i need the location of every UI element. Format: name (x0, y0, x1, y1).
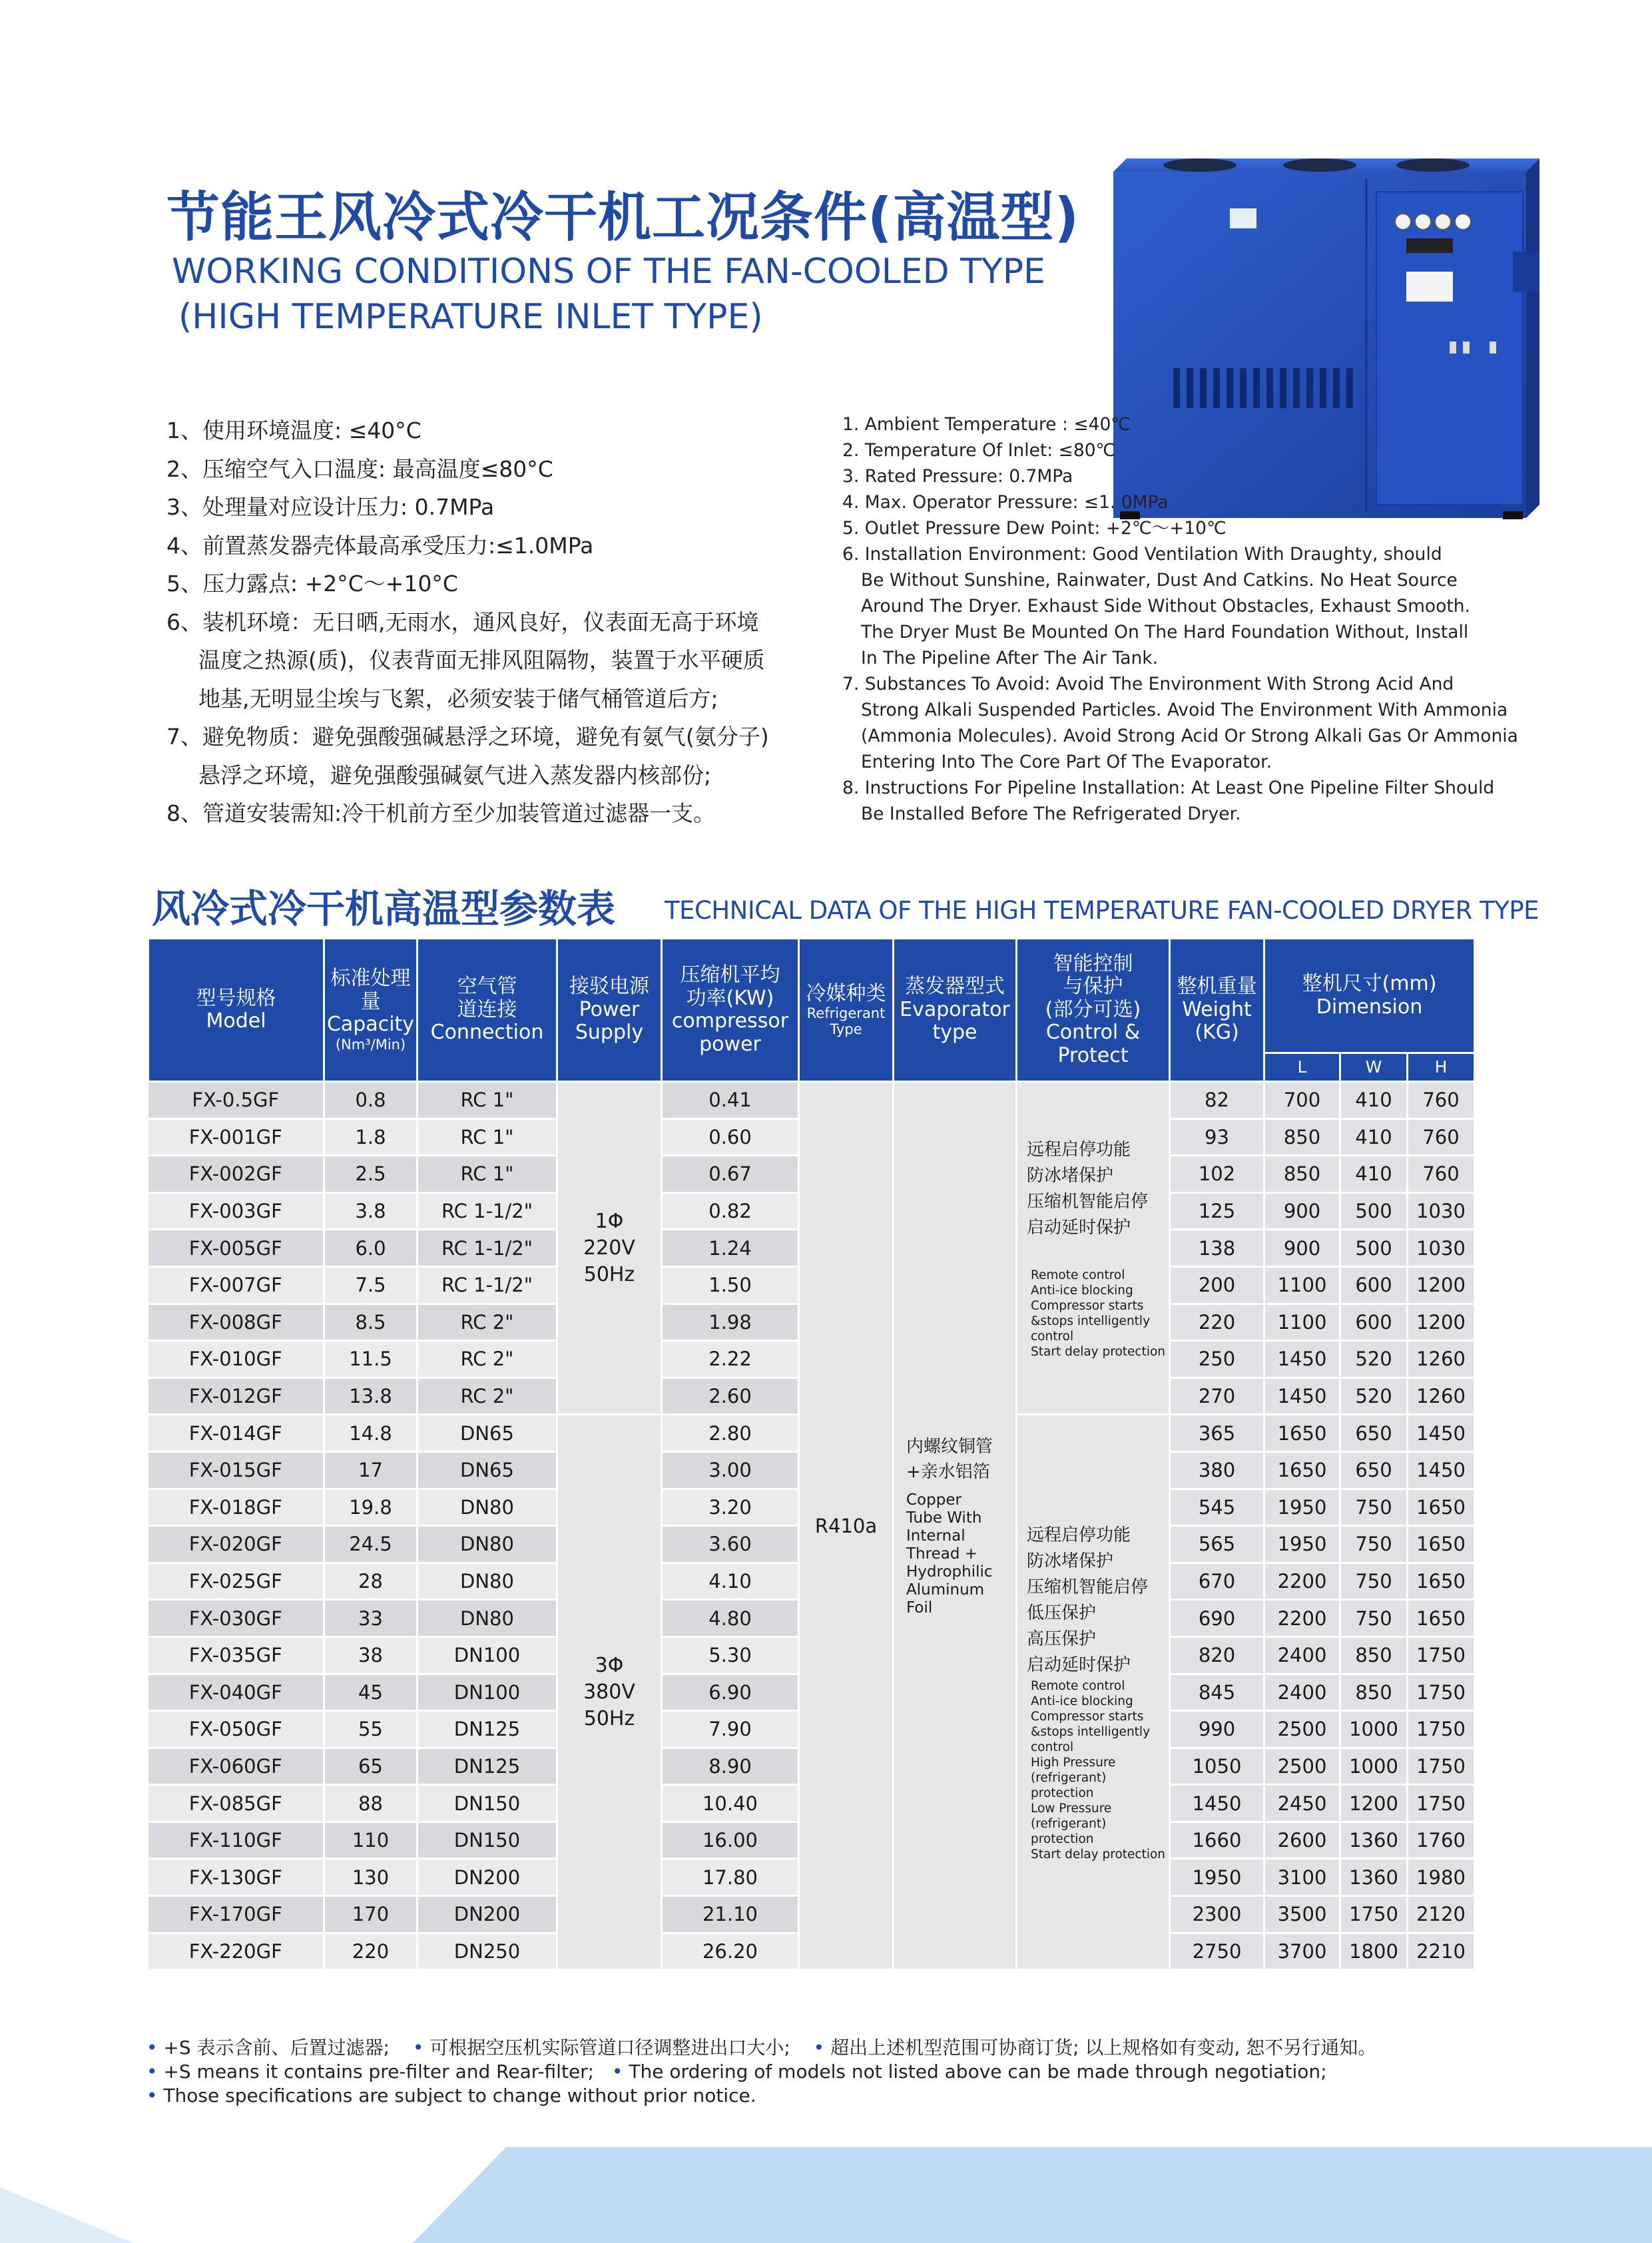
cell-capacity: 17 (324, 1451, 417, 1489)
cell-dim-l: 3700 (1264, 1933, 1340, 1970)
control-b-cn-line: 低压保护 (1027, 1603, 1097, 1623)
cell-weight: 690 (1170, 1600, 1264, 1637)
cell-dim-h: 1750 (1408, 1711, 1475, 1748)
footnote-cn-a: +S 表示含前、后置过滤器; (163, 2037, 390, 2059)
cell-compressor-power: 8.90 (662, 1748, 799, 1785)
condition-en-6d: The Dryer Must Be Mounted On The Hard Foundation Without, Install (861, 622, 1469, 642)
cell-capacity: 65 (324, 1748, 417, 1785)
cell-dim-h: 1030 (1408, 1230, 1475, 1267)
cell-compressor-power: 1.98 (662, 1304, 799, 1341)
footnote-en-a: +S means it contains pre-filter and Rear-filter; (163, 2061, 595, 2083)
section-title-en: TECHNICAL DATA OF THE HIGH TEMPERATURE FAN-COOLED DRYER TYPE (665, 896, 1539, 925)
cell-weight: 820 (1170, 1636, 1264, 1674)
cell-compressor-power: 0.41 (662, 1082, 799, 1119)
condition-en-7b: Strong Alkali Suspended Particles. Avoid The Environment With Ammonia (861, 700, 1508, 720)
cell-model: FX-060GF (148, 1748, 324, 1785)
cell-model: FX-001GF (148, 1119, 324, 1156)
cell-dim-w: 1000 (1340, 1748, 1408, 1785)
cell-dim-w: 1750 (1340, 1896, 1408, 1933)
cell-connection: RC 1-1/2" (417, 1230, 557, 1267)
cell-compressor-power: 3.60 (662, 1526, 799, 1563)
condition-en-8b: Be Installed Before The Refrigerated Dryer. (861, 804, 1241, 824)
cell-dim-h: 1650 (1408, 1600, 1475, 1637)
cell-weight: 220 (1170, 1304, 1264, 1341)
cell-model: FX-003GF (148, 1192, 324, 1230)
cell-dim-w: 1360 (1340, 1822, 1408, 1859)
cell-compressor-power: 1.50 (662, 1266, 799, 1304)
evaporator-en-line: Hydrophilic (906, 1563, 993, 1581)
cell-dim-h: 2210 (1408, 1933, 1475, 1970)
condition-cn-3: 3、处理量对应设计压力: 0.7MPa (166, 494, 495, 520)
cell-compressor-power: 16.00 (662, 1822, 799, 1859)
cell-model: FX-040GF (148, 1674, 324, 1711)
cell-connection: RC 2" (417, 1304, 557, 1341)
cell-model: FX-025GF (148, 1563, 324, 1600)
cell-dim-l: 2600 (1264, 1822, 1340, 1859)
condition-cn-8: 8、管道安装需知:冷干机前方至少加装管道过滤器一支。 (166, 800, 716, 826)
cell-dim-h: 1980 (1408, 1859, 1475, 1896)
cell-dim-l: 2500 (1264, 1748, 1340, 1785)
col-header-dimension: 整机尺寸(mm) Dimension (1264, 939, 1475, 1053)
cell-compressor-power: 6.90 (662, 1674, 799, 1711)
cell-dim-l: 1650 (1264, 1451, 1340, 1489)
control-b-en-line: Remote control (1031, 1678, 1125, 1693)
cell-dim-l: 900 (1264, 1192, 1340, 1230)
cell-connection: DN150 (417, 1822, 557, 1859)
cell-model: FX-130GF (148, 1859, 324, 1896)
cell-dim-l: 700 (1264, 1082, 1340, 1119)
condition-en-6: 6. Installation Environment: Good Ventilation With Draughty, should (842, 544, 1442, 565)
condition-cn-4: 4、前置蒸发器壳体最高承受压力:≤1.0MPa (166, 532, 594, 559)
cell-connection: RC 1" (417, 1082, 557, 1119)
footnote-cn-row: • +S 表示含前、后置过滤器; • 可根据空压机实际管道口径调整进出口大小; • 超出上述机型范围可协商订货; 以上规格如有变动, 恕不另行通知。 (146, 2037, 1377, 2059)
cell-dim-w: 750 (1340, 1563, 1408, 1600)
cell-dim-h: 1200 (1408, 1304, 1475, 1341)
control-a-cn-line: 防冰堵保护 (1027, 1165, 1114, 1186)
cell-dim-h: 1750 (1408, 1674, 1475, 1711)
condition-en-6b: Be Without Sunshine, Rainwater, Dust And Catkins. No Heat Source (861, 570, 1458, 591)
cell-dim-h: 2120 (1408, 1896, 1475, 1933)
cell-dim-h: 1260 (1408, 1341, 1475, 1378)
condition-en-7: 7. Substances To Avoid: Avoid The Environment With Strong Acid And (842, 674, 1454, 694)
cell-weight: 138 (1170, 1230, 1264, 1267)
condition-cn-5: 5、压力露点: +2°C～+10°C (166, 571, 458, 597)
conditions-en-list (842, 411, 1518, 827)
condition-cn-1: 1、使用环境温度: ≤40°C (166, 417, 421, 443)
control-b-en-line: High Pressure (1031, 1755, 1116, 1770)
evaporator-en-line: Foil (906, 1599, 933, 1617)
cell-capacity: 3.8 (324, 1192, 417, 1230)
cell-dim-w: 850 (1340, 1674, 1408, 1711)
cell-capacity: 45 (324, 1674, 417, 1711)
col-header-model: 型号规格 Model (148, 939, 324, 1082)
cell-dim-w: 1360 (1340, 1859, 1408, 1896)
cell-compressor-power: 5.30 (662, 1636, 799, 1674)
cell-model: FX-035GF (148, 1636, 324, 1674)
power-3ph-line: 50Hz (583, 1706, 635, 1730)
cell-capacity: 110 (324, 1822, 417, 1859)
cell-weight: 380 (1170, 1451, 1264, 1489)
condition-en-6e: In The Pipeline After The Air Tank. (861, 648, 1159, 668)
cell-capacity: 14.8 (324, 1415, 417, 1452)
footnote-cn-c: 超出上述机型范围可协商订货; 以上规格如有变动, 恕不另行通知。 (830, 2037, 1377, 2059)
control-a-cn-line: 压缩机智能启停 (1027, 1191, 1149, 1212)
cell-dim-w: 520 (1340, 1341, 1408, 1378)
cell-weight: 670 (1170, 1563, 1264, 1600)
col-header-compressor-power: 压缩机平均 功率(KW) compressor power (662, 939, 799, 1082)
control-a-en-line: control (1031, 1329, 1074, 1344)
cell-compressor-power: 21.10 (662, 1896, 799, 1933)
cell-dim-l: 1450 (1264, 1341, 1340, 1378)
cell-weight: 1660 (1170, 1822, 1264, 1859)
cell-compressor-power: 3.20 (662, 1489, 799, 1526)
control-b-en-line: Low Pressure (1031, 1801, 1112, 1816)
cell-connection: DN65 (417, 1415, 557, 1452)
control-b-en-line: (refrigerant) protection (1031, 1770, 1107, 1800)
cell-dim-h: 1200 (1408, 1266, 1475, 1304)
power-3ph-line: 380V (583, 1680, 635, 1704)
spec-table (147, 937, 1476, 1971)
cell-dim-l: 1450 (1264, 1377, 1340, 1415)
cell-capacity: 19.8 (324, 1489, 417, 1526)
control-b-en-line: (refrigerant) protection (1031, 1816, 1107, 1846)
cell-compressor-power: 10.40 (662, 1785, 799, 1822)
control-b-en-line: &stops intelligently (1031, 1724, 1151, 1739)
footnote-en-b: The ordering of models not listed above can be made through negotiation; (629, 2061, 1327, 2083)
cell-capacity: 0.8 (324, 1082, 417, 1119)
cell-model: FX-008GF (148, 1304, 324, 1341)
cell-capacity: 7.5 (324, 1266, 417, 1304)
col-header-dim-w: W (1340, 1053, 1408, 1082)
cell-dim-h: 1650 (1408, 1526, 1475, 1563)
footnote-en-c: Those specifications are subject to change without prior notice. (163, 2085, 756, 2107)
cell-model: FX-005GF (148, 1230, 324, 1267)
control-a-en-line: Remote control (1031, 1268, 1125, 1282)
evaporator-en-line: Tube With (906, 1509, 982, 1527)
cell-model: FX-110GF (148, 1822, 324, 1859)
cell-model: FX-002GF (148, 1156, 324, 1193)
page-title-cn: 节能王风冷式冷干机工况条件(高温型) (166, 186, 1080, 248)
cell-dim-h: 1260 (1408, 1377, 1475, 1415)
page-title-en-line1: WORKING CONDITIONS OF THE FAN-COOLED TYPE (172, 252, 1045, 292)
condition-en-4: 4. Max. Operator Pressure: ≤1. 0MPa (842, 492, 1169, 513)
condition-en-5: 5. Outlet Pressure Dew Point: +2℃～+10℃ (842, 518, 1227, 539)
cell-connection: DN250 (417, 1933, 557, 1970)
cell-connection: RC 1-1/2" (417, 1192, 557, 1230)
cell-dim-l: 1950 (1264, 1526, 1340, 1563)
cell-dim-l: 850 (1264, 1119, 1340, 1156)
cell-dim-w: 1200 (1340, 1785, 1408, 1822)
cell-dim-w: 410 (1340, 1156, 1408, 1193)
cell-connection: RC 2" (417, 1341, 557, 1378)
conditions-cn-list (166, 411, 832, 833)
cell-dim-h: 760 (1408, 1119, 1475, 1156)
cell-capacity: 6.0 (324, 1230, 417, 1267)
cell-dim-h: 1750 (1408, 1748, 1475, 1785)
cell-connection: DN80 (417, 1563, 557, 1600)
cell-dim-w: 1000 (1340, 1711, 1408, 1748)
cell-connection: DN100 (417, 1674, 557, 1711)
condition-en-6c: Around The Dryer. Exhaust Side Without Obstacles, Exhaust Smooth. (861, 596, 1470, 617)
cell-capacity: 55 (324, 1711, 417, 1748)
cell-model: FX-020GF (148, 1526, 324, 1563)
cell-dim-w: 750 (1340, 1600, 1408, 1637)
cell-capacity: 130 (324, 1859, 417, 1896)
cell-dim-w: 650 (1340, 1451, 1408, 1489)
cell-capacity: 8.5 (324, 1304, 417, 1341)
cell-dim-l: 1100 (1264, 1266, 1340, 1304)
power-1ph-line: 1Φ (595, 1209, 624, 1233)
control-b-cn-line: 防冰堵保护 (1027, 1551, 1114, 1571)
cell-compressor-power: 0.82 (662, 1192, 799, 1230)
col-header-evaporator: 蒸发器型式 Evaporator type (894, 939, 1017, 1082)
cell-weight: 2300 (1170, 1896, 1264, 1933)
cell-compressor-power: 2.60 (662, 1377, 799, 1415)
cell-dim-w: 600 (1340, 1304, 1408, 1341)
control-b-en-line: control (1031, 1740, 1074, 1754)
cell-connection: DN125 (417, 1748, 557, 1785)
cell-model: FX-170GF (148, 1896, 324, 1933)
cell-dim-l: 3500 (1264, 1896, 1340, 1933)
cell-connection: DN80 (417, 1526, 557, 1563)
cell-compressor-power: 4.80 (662, 1600, 799, 1637)
cell-model: FX-012GF (148, 1377, 324, 1415)
cell-weight: 250 (1170, 1341, 1264, 1378)
cell-dim-w: 750 (1340, 1489, 1408, 1526)
control-b-en-line: Start delay protection (1031, 1847, 1166, 1862)
cell-capacity: 38 (324, 1636, 417, 1674)
condition-en-1: 1. Ambient Temperature : ≤40℃ (842, 414, 1131, 435)
cell-connection: RC 2" (417, 1377, 557, 1415)
evaporator-cn-line: 内螺纹铜管 (906, 1437, 993, 1457)
cell-compressor-power: 0.67 (662, 1156, 799, 1193)
cell-capacity: 1.8 (324, 1119, 417, 1156)
cell-capacity: 220 (324, 1933, 417, 1970)
cell-weight: 82 (1170, 1082, 1264, 1119)
cell-dim-l: 2500 (1264, 1711, 1340, 1748)
cell-control-b (1017, 1415, 1170, 1970)
cell-model: FX-007GF (148, 1266, 324, 1304)
control-a-cn-line: 远程启停功能 (1027, 1139, 1131, 1160)
condition-cn-7: 7、避免物质：避免强酸强碱悬浮之环境，避免有氨气(氨分子) (166, 724, 769, 750)
cell-dim-h: 1650 (1408, 1489, 1475, 1526)
cell-compressor-power: 17.80 (662, 1859, 799, 1896)
cell-dim-l: 900 (1264, 1230, 1340, 1267)
cell-connection: DN125 (417, 1711, 557, 1748)
cell-weight: 125 (1170, 1192, 1264, 1230)
cell-capacity: 11.5 (324, 1341, 417, 1378)
col-header-control: 智能控制 与保护 (部分可选) Control & Protect (1017, 939, 1170, 1082)
cell-compressor-power: 2.80 (662, 1415, 799, 1452)
cell-dim-w: 850 (1340, 1636, 1408, 1674)
cell-connection: DN80 (417, 1489, 557, 1526)
footnote-en-row1: • +S means it contains pre-filter and Rear-filter; • The ordering of models not listed above can be made through negotiation; (146, 2061, 1327, 2083)
cell-dim-w: 410 (1340, 1082, 1408, 1119)
cell-model: FX-015GF (148, 1451, 324, 1489)
control-b-cn-line: 高压保护 (1027, 1628, 1097, 1649)
col-header-power-supply: 接驳电源 Power Supply (557, 939, 662, 1082)
cell-compressor-power: 1.24 (662, 1230, 799, 1267)
cell-dim-w: 750 (1340, 1526, 1408, 1563)
cell-model: FX-050GF (148, 1711, 324, 1748)
condition-cn-6: 6、装机环境：无日晒,无雨水，通风良好，仪表面无高于环境 (166, 609, 759, 635)
cell-dim-l: 3100 (1264, 1859, 1340, 1896)
col-header-weight: 整机重量 Weight (KG) (1170, 939, 1264, 1082)
control-a-cn-line: 启动延时保护 (1027, 1217, 1131, 1238)
cell-capacity: 24.5 (324, 1526, 417, 1563)
cell-capacity: 13.8 (324, 1377, 417, 1415)
cell-dim-h: 760 (1408, 1082, 1475, 1119)
cell-weight: 845 (1170, 1674, 1264, 1711)
cell-model: FX-220GF (148, 1933, 324, 1970)
evaporator-en-line: Thread + (906, 1545, 978, 1563)
cell-compressor-power: 3.00 (662, 1451, 799, 1489)
cell-compressor-power: 0.60 (662, 1119, 799, 1156)
col-header-connection: 空气管 道连接 Connection (417, 939, 557, 1082)
footnote-en-row2: • Those specifications are subject to change without prior notice. (146, 2085, 756, 2107)
cell-capacity: 88 (324, 1785, 417, 1822)
cell-connection: DN80 (417, 1600, 557, 1637)
cell-dim-w: 1800 (1340, 1933, 1408, 1970)
cell-dim-h: 1650 (1408, 1563, 1475, 1600)
cell-dim-l: 1100 (1264, 1304, 1340, 1341)
cell-compressor-power: 26.20 (662, 1933, 799, 1970)
cell-dim-w: 520 (1340, 1377, 1408, 1415)
condition-cn-2: 2、压缩空气入口温度: 最高温度≤80°C (166, 455, 553, 482)
cell-power-supply-1ph (557, 1082, 662, 1415)
cell-model: FX-010GF (148, 1341, 324, 1378)
cell-connection: RC 1-1/2" (417, 1266, 557, 1304)
power-3ph-line: 3Φ (595, 1653, 624, 1677)
cell-connection: RC 1" (417, 1156, 557, 1193)
cell-model: FX-018GF (148, 1489, 324, 1526)
col-header-dim-h: H (1408, 1053, 1475, 1082)
cell-weight: 2750 (1170, 1933, 1264, 1970)
page-title-en-line2: (HIGH TEMPERATURE INLET TYPE) (178, 297, 763, 337)
cell-dim-l: 850 (1264, 1156, 1340, 1193)
cell-dim-w: 600 (1340, 1266, 1408, 1304)
control-a-en-line: Start delay protection (1031, 1344, 1166, 1359)
cell-dim-h: 760 (1408, 1156, 1475, 1193)
cell-dim-h: 1750 (1408, 1636, 1475, 1674)
condition-en-7c: (Ammonia Molecules). Avoid Strong Acid Or Strong Alkali Gas Or Ammonia (861, 726, 1518, 746)
cell-evaporator (894, 1082, 1017, 1970)
power-1ph-line: 220V (583, 1236, 635, 1260)
cell-weight: 990 (1170, 1711, 1264, 1748)
cell-dim-h: 1450 (1408, 1451, 1475, 1489)
cell-dim-l: 2200 (1264, 1563, 1340, 1600)
cell-control-a (1017, 1082, 1170, 1415)
evaporator-en-line: Copper (906, 1491, 962, 1509)
table-row (148, 1082, 1475, 1119)
decorative-bottom-band (0, 2147, 1652, 2243)
cell-compressor-power: 2.22 (662, 1341, 799, 1378)
section-title-cn: 风冷式冷干机高温型参数表 (152, 886, 616, 931)
col-header-refrigerant: 冷媒种类 Refrigerant Type (799, 939, 894, 1082)
cell-capacity: 170 (324, 1896, 417, 1933)
evaporator-cn-line: +亲水铝箔 (906, 1462, 990, 1483)
cell-compressor-power: 4.10 (662, 1563, 799, 1600)
cell-capacity: 2.5 (324, 1156, 417, 1193)
cell-capacity: 28 (324, 1563, 417, 1600)
condition-en-3: 3. Rated Pressure: 0.7MPa (842, 466, 1073, 487)
cell-weight: 1450 (1170, 1785, 1264, 1822)
condition-cn-6c: 地基,无明显尘埃与飞絮，必须安装于储气桶管道后方; (198, 685, 718, 712)
cell-capacity: 33 (324, 1600, 417, 1637)
condition-en-8: 8. Instructions For Pipeline Installation: At Least One Pipeline Filter Should (842, 778, 1495, 798)
cell-dim-h: 1450 (1408, 1415, 1475, 1452)
cell-dim-w: 650 (1340, 1415, 1408, 1452)
cell-dim-w: 500 (1340, 1230, 1408, 1267)
cell-dim-l: 1650 (1264, 1415, 1340, 1452)
cell-weight: 93 (1170, 1119, 1264, 1156)
cell-dim-l: 2450 (1264, 1785, 1340, 1822)
cell-dim-h: 1030 (1408, 1192, 1475, 1230)
cell-model: FX-0.5GF (148, 1082, 324, 1119)
cell-weight: 565 (1170, 1526, 1264, 1563)
cell-weight: 102 (1170, 1156, 1264, 1193)
control-b-en-line: Compressor starts (1031, 1709, 1144, 1724)
condition-en-2: 2. Temperature Of Inlet: ≤80℃ (842, 440, 1116, 461)
cell-weight: 365 (1170, 1415, 1264, 1452)
footnote-cn-b: 可根据空压机实际管道口径调整进出口大小; (429, 2037, 790, 2059)
cell-dim-w: 410 (1340, 1119, 1408, 1156)
cell-dim-l: 2200 (1264, 1600, 1340, 1637)
evaporator-en-line: Aluminum (906, 1581, 985, 1599)
cell-weight: 1050 (1170, 1748, 1264, 1785)
cell-dim-w: 500 (1340, 1192, 1408, 1230)
control-b-cn-line: 压缩机智能启停 (1027, 1577, 1149, 1597)
cell-dim-h: 1760 (1408, 1822, 1475, 1859)
col-header-dim-l: L (1264, 1053, 1340, 1082)
cell-connection: DN65 (417, 1451, 557, 1489)
cell-power-supply-3ph (557, 1415, 662, 1970)
cell-compressor-power: 7.90 (662, 1711, 799, 1748)
condition-cn-6b: 温度之热源(质)，仪表背面无排风阻隔物，装置于水平硬质 (198, 647, 765, 673)
control-a-en-line: Compressor starts (1031, 1298, 1144, 1313)
cell-dim-l: 2400 (1264, 1674, 1340, 1711)
evaporator-en-line: Internal (906, 1527, 965, 1545)
cell-model: FX-085GF (148, 1785, 324, 1822)
cell-connection: DN150 (417, 1785, 557, 1822)
power-1ph-line: 50Hz (583, 1262, 635, 1286)
control-b-cn-line: 启动延时保护 (1027, 1654, 1131, 1675)
cell-dim-h: 1750 (1408, 1785, 1475, 1822)
cell-model: FX-014GF (148, 1415, 324, 1452)
cell-dim-l: 1950 (1264, 1489, 1340, 1526)
control-b-en-line: Anti-ice blocking (1031, 1694, 1133, 1708)
control-a-en-line: Anti-ice blocking (1031, 1283, 1133, 1298)
cell-connection: DN100 (417, 1636, 557, 1674)
cell-model: FX-030GF (148, 1600, 324, 1637)
cell-connection: RC 1" (417, 1119, 557, 1156)
footnotes (146, 2036, 1376, 2108)
cell-weight: 270 (1170, 1377, 1264, 1415)
control-a-en-line: &stops intelligently (1031, 1314, 1151, 1328)
condition-cn-7b: 悬浮之环境，避免强酸强碱氨气进入蒸发器内核部份; (198, 762, 712, 788)
cell-dim-l: 2400 (1264, 1636, 1340, 1674)
cell-connection: DN200 (417, 1859, 557, 1896)
cell-weight: 200 (1170, 1266, 1264, 1304)
cell-weight: 545 (1170, 1489, 1264, 1526)
condition-en-7d: Entering Into The Core Part Of The Evaporator. (861, 752, 1272, 772)
col-header-capacity: 标准处理量 Capacity (Nm³/Min) (324, 939, 417, 1082)
control-b-cn-line: 远程启停功能 (1027, 1525, 1131, 1545)
cell-connection: DN200 (417, 1896, 557, 1933)
cell-weight: 1950 (1170, 1859, 1264, 1896)
cell-refrigerant: R410a (799, 1082, 894, 1970)
